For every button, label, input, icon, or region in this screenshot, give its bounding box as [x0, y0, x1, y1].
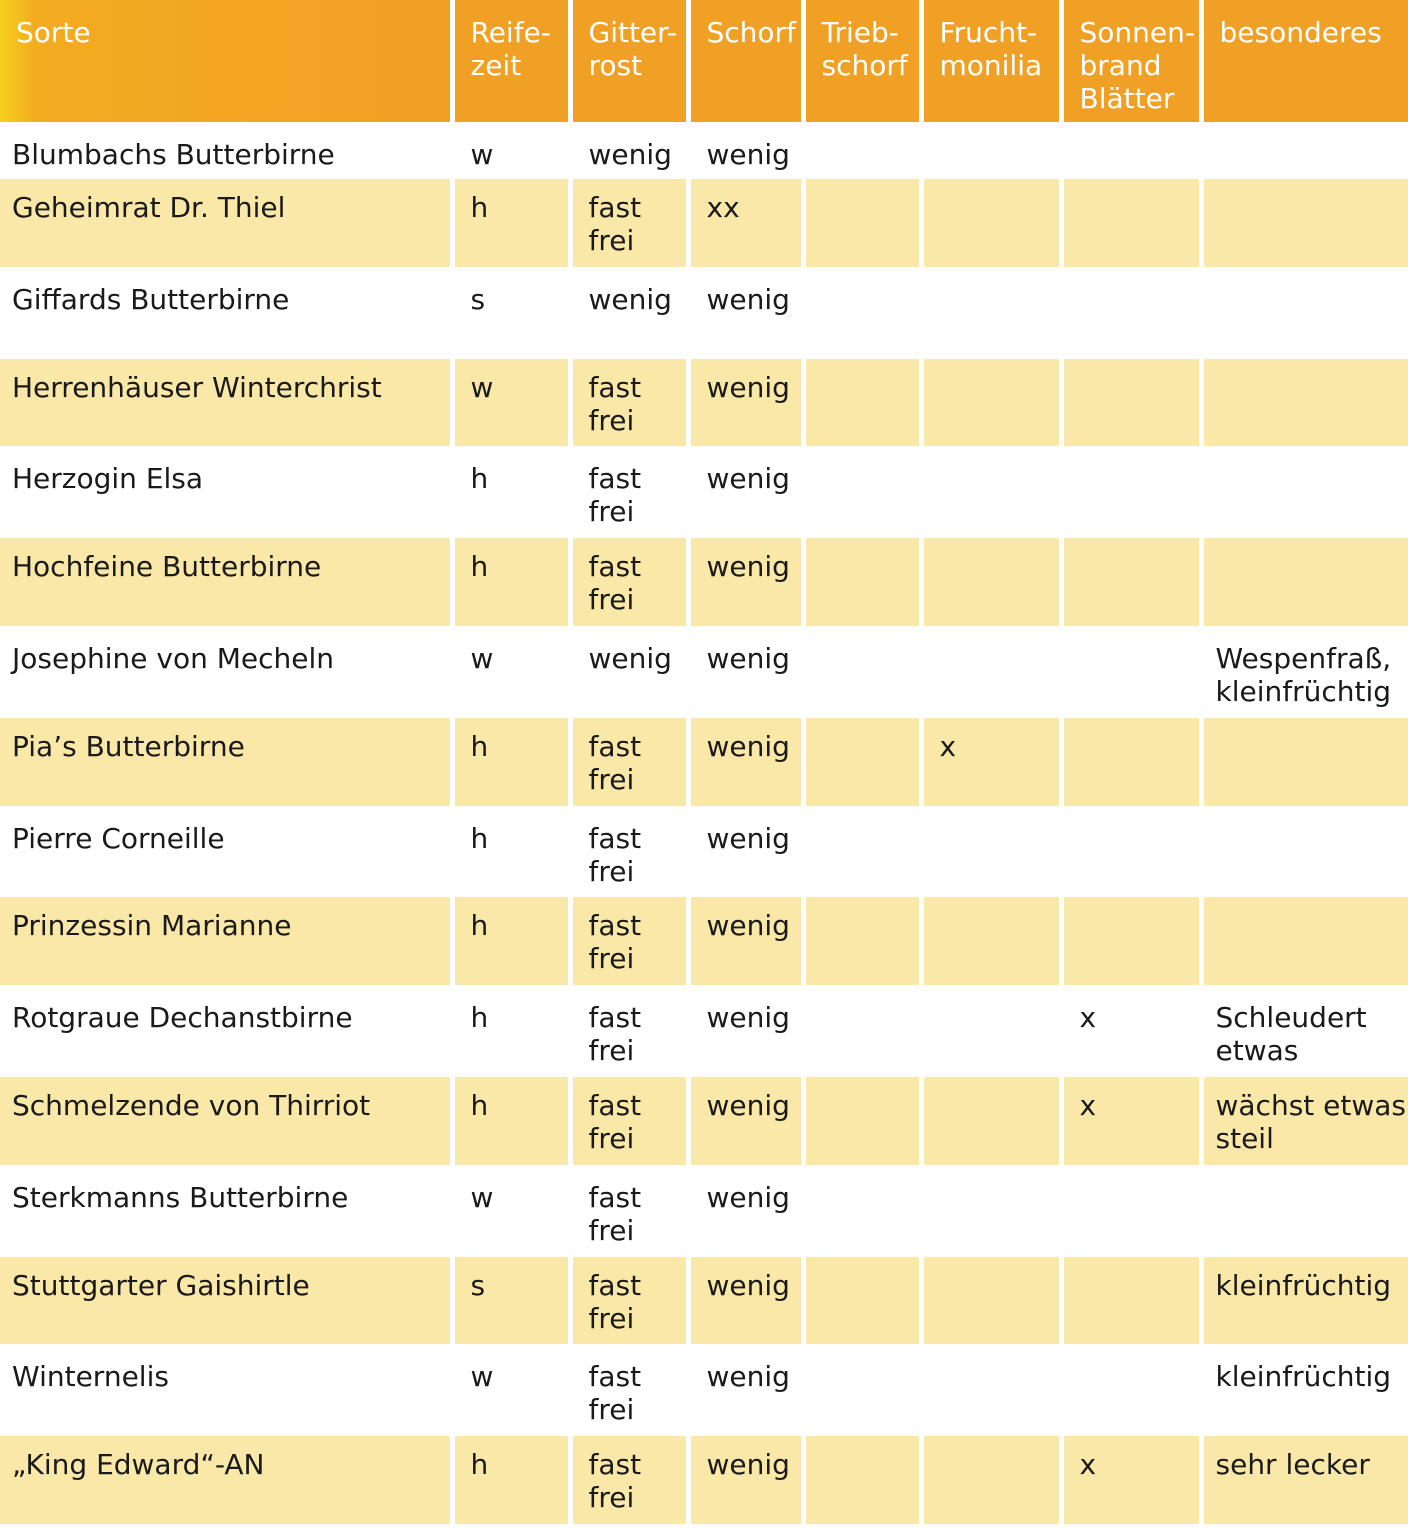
- cell-reifezeit: w: [452, 124, 570, 179]
- cell-sorte: Geheimrat Dr. Thiel: [0, 179, 452, 269]
- cell-fruchtmonilia: [921, 124, 1061, 179]
- cell-sonnenbrand: x: [1061, 1436, 1201, 1526]
- cell-schorf: wenig: [688, 359, 803, 449]
- cell-besonderes: [1201, 359, 1408, 449]
- cell-reifezeit: h: [452, 987, 570, 1077]
- cell-triebschorf: [803, 359, 921, 449]
- cell-besonderes: sehr lecker: [1201, 1436, 1408, 1526]
- cell-fruchtmonilia: x: [921, 718, 1061, 808]
- cell-gitterrost: fast frei: [570, 179, 688, 269]
- cell-besonderes: Schleudert etwas: [1201, 987, 1408, 1077]
- cell-fruchtmonilia: [921, 1077, 1061, 1167]
- cell-triebschorf: [803, 448, 921, 538]
- cell-triebschorf: [803, 897, 921, 987]
- table-row: [0, 1257, 1408, 1347]
- cell-fruchtmonilia: [921, 1346, 1061, 1436]
- cell-sonnenbrand: [1061, 179, 1201, 269]
- table-row: [0, 1346, 1408, 1436]
- cell-schorf: wenig: [688, 124, 803, 179]
- cell-triebschorf: [803, 808, 921, 898]
- cell-triebschorf: [803, 718, 921, 808]
- cell-gitterrost: fast frei: [570, 897, 688, 987]
- cell-sorte: Pia’s Butterbirne: [0, 718, 452, 808]
- cell-sorte: Sterkmanns Butterbirne: [0, 1167, 452, 1257]
- cell-gitterrost: fast frei: [570, 1257, 688, 1347]
- cell-sonnenbrand: [1061, 359, 1201, 449]
- cell-gitterrost: wenig: [570, 628, 688, 718]
- cell-schorf: wenig: [688, 269, 803, 359]
- cell-schorf: wenig: [688, 628, 803, 718]
- cell-sonnenbrand: [1061, 538, 1201, 628]
- cell-sonnenbrand: [1061, 628, 1201, 718]
- cell-sorte: Schmelzende von Thirriot: [0, 1077, 452, 1167]
- cell-triebschorf: [803, 538, 921, 628]
- cell-sonnenbrand: x: [1061, 1077, 1201, 1167]
- cell-sonnenbrand: x: [1061, 987, 1201, 1077]
- table-row: [0, 448, 1408, 538]
- cell-sorte: Stuttgarter Gaishirtle: [0, 1257, 452, 1347]
- cell-fruchtmonilia: [921, 269, 1061, 359]
- cell-reifezeit: h: [452, 179, 570, 269]
- cell-besonderes: [1201, 718, 1408, 808]
- table-row: [0, 269, 1408, 359]
- column-header-gitterrost: Gitter- rost: [570, 0, 688, 124]
- column-header-schorf: Schorf: [688, 0, 803, 124]
- cell-reifezeit: w: [452, 1167, 570, 1257]
- cell-schorf: wenig: [688, 808, 803, 898]
- cell-schorf: wenig: [688, 987, 803, 1077]
- cell-schorf: wenig: [688, 448, 803, 538]
- cell-sonnenbrand: [1061, 1257, 1201, 1347]
- table-body: [0, 124, 1408, 1526]
- cell-triebschorf: [803, 124, 921, 179]
- cell-triebschorf: [803, 179, 921, 269]
- cell-reifezeit: s: [452, 269, 570, 359]
- cell-sonnenbrand: [1061, 1167, 1201, 1257]
- table-row: [0, 359, 1408, 449]
- cell-sorte: Blumbachs Butterbirne: [0, 124, 452, 179]
- cell-besonderes: [1201, 538, 1408, 628]
- cell-gitterrost: fast frei: [570, 987, 688, 1077]
- table-row: [0, 1436, 1408, 1526]
- cell-schorf: wenig: [688, 1077, 803, 1167]
- cell-sorte: Josephine von Mecheln: [0, 628, 452, 718]
- cell-gitterrost: wenig: [570, 124, 688, 179]
- cell-sorte: Prinzessin Marianne: [0, 897, 452, 987]
- cell-sonnenbrand: [1061, 448, 1201, 538]
- cell-besonderes: wächst etwas steil: [1201, 1077, 1408, 1167]
- cell-fruchtmonilia: [921, 808, 1061, 898]
- cell-reifezeit: w: [452, 628, 570, 718]
- cell-fruchtmonilia: [921, 538, 1061, 628]
- table-row: [0, 124, 1408, 179]
- cell-sorte: Pierre Corneille: [0, 808, 452, 898]
- cell-schorf: wenig: [688, 1346, 803, 1436]
- cell-reifezeit: h: [452, 718, 570, 808]
- cell-sorte: Herrenhäuser Winterchrist: [0, 359, 452, 449]
- cell-besonderes: [1201, 269, 1408, 359]
- cell-gitterrost: fast frei: [570, 718, 688, 808]
- cell-besonderes: Wespenfraß, kleinfrüchtig: [1201, 628, 1408, 718]
- cell-sorte: Rotgraue Dechanstbirne: [0, 987, 452, 1077]
- cell-fruchtmonilia: [921, 359, 1061, 449]
- cell-reifezeit: h: [452, 1436, 570, 1526]
- column-header-sonnenbrand: Sonnen- brand Blätter: [1061, 0, 1201, 124]
- table-row: [0, 897, 1408, 987]
- cell-triebschorf: [803, 1257, 921, 1347]
- cell-schorf: xx: [688, 179, 803, 269]
- cell-reifezeit: h: [452, 1077, 570, 1167]
- cell-gitterrost: wenig: [570, 269, 688, 359]
- column-header-besonderes: besonderes: [1201, 0, 1408, 124]
- cell-reifezeit: h: [452, 538, 570, 628]
- column-header-fruchtmonilia: Frucht- monilia: [921, 0, 1061, 124]
- table-row: [0, 987, 1408, 1077]
- cell-besonderes: [1201, 179, 1408, 269]
- cell-besonderes: [1201, 448, 1408, 538]
- table-row: [0, 628, 1408, 718]
- cell-besonderes: [1201, 808, 1408, 898]
- cell-fruchtmonilia: [921, 1257, 1061, 1347]
- table-header-row: [0, 0, 1408, 124]
- cell-triebschorf: [803, 628, 921, 718]
- cell-sorte: Winternelis: [0, 1346, 452, 1436]
- cell-triebschorf: [803, 1167, 921, 1257]
- cell-schorf: wenig: [688, 897, 803, 987]
- cell-reifezeit: h: [452, 808, 570, 898]
- cell-sorte: Herzogin Elsa: [0, 448, 452, 538]
- cell-reifezeit: h: [452, 448, 570, 538]
- table-row: [0, 538, 1408, 628]
- cell-fruchtmonilia: [921, 448, 1061, 538]
- cell-gitterrost: fast frei: [570, 1346, 688, 1436]
- table-row: [0, 808, 1408, 898]
- column-header-triebschorf: Trieb- schorf: [803, 0, 921, 124]
- cell-besonderes: [1201, 1167, 1408, 1257]
- cell-gitterrost: fast frei: [570, 1077, 688, 1167]
- table-row: [0, 718, 1408, 808]
- cell-besonderes: kleinfrüchtig: [1201, 1257, 1408, 1347]
- cell-gitterrost: fast frei: [570, 538, 688, 628]
- cell-fruchtmonilia: [921, 628, 1061, 718]
- cell-sonnenbrand: [1061, 1346, 1201, 1436]
- cell-besonderes: kleinfrüchtig: [1201, 1346, 1408, 1436]
- column-header-sorte: Sorte: [0, 0, 452, 124]
- cell-triebschorf: [803, 1077, 921, 1167]
- cell-sorte: Hochfeine Butterbirne: [0, 538, 452, 628]
- table-row: [0, 1167, 1408, 1257]
- cell-sonnenbrand: [1061, 124, 1201, 179]
- cell-schorf: wenig: [688, 1167, 803, 1257]
- cell-sorte: Giffards Butterbirne: [0, 269, 452, 359]
- cell-schorf: wenig: [688, 1257, 803, 1347]
- cell-gitterrost: fast frei: [570, 808, 688, 898]
- cell-schorf: wenig: [688, 1436, 803, 1526]
- cell-sorte: „King Edward“-AN: [0, 1436, 452, 1526]
- cell-triebschorf: [803, 1436, 921, 1526]
- cell-reifezeit: s: [452, 1257, 570, 1347]
- cell-gitterrost: fast frei: [570, 448, 688, 538]
- cell-besonderes: [1201, 897, 1408, 987]
- cell-reifezeit: w: [452, 359, 570, 449]
- cell-schorf: wenig: [688, 718, 803, 808]
- cell-sonnenbrand: [1061, 897, 1201, 987]
- table-row: [0, 179, 1408, 269]
- cell-sonnenbrand: [1061, 718, 1201, 808]
- cell-triebschorf: [803, 1346, 921, 1436]
- cell-sonnenbrand: [1061, 269, 1201, 359]
- cell-triebschorf: [803, 987, 921, 1077]
- column-header-reifezeit: Reife- zeit: [452, 0, 570, 124]
- cell-sonnenbrand: [1061, 808, 1201, 898]
- cell-fruchtmonilia: [921, 179, 1061, 269]
- cell-reifezeit: w: [452, 1346, 570, 1436]
- cell-schorf: wenig: [688, 538, 803, 628]
- cell-fruchtmonilia: [921, 897, 1061, 987]
- table-row: [0, 1077, 1408, 1167]
- cell-reifezeit: h: [452, 897, 570, 987]
- cell-fruchtmonilia: [921, 987, 1061, 1077]
- cell-gitterrost: fast frei: [570, 359, 688, 449]
- cell-triebschorf: [803, 269, 921, 359]
- cell-gitterrost: fast frei: [570, 1167, 688, 1257]
- cell-fruchtmonilia: [921, 1436, 1061, 1526]
- cell-besonderes: [1201, 124, 1408, 179]
- cell-fruchtmonilia: [921, 1167, 1061, 1257]
- cell-gitterrost: fast frei: [570, 1436, 688, 1526]
